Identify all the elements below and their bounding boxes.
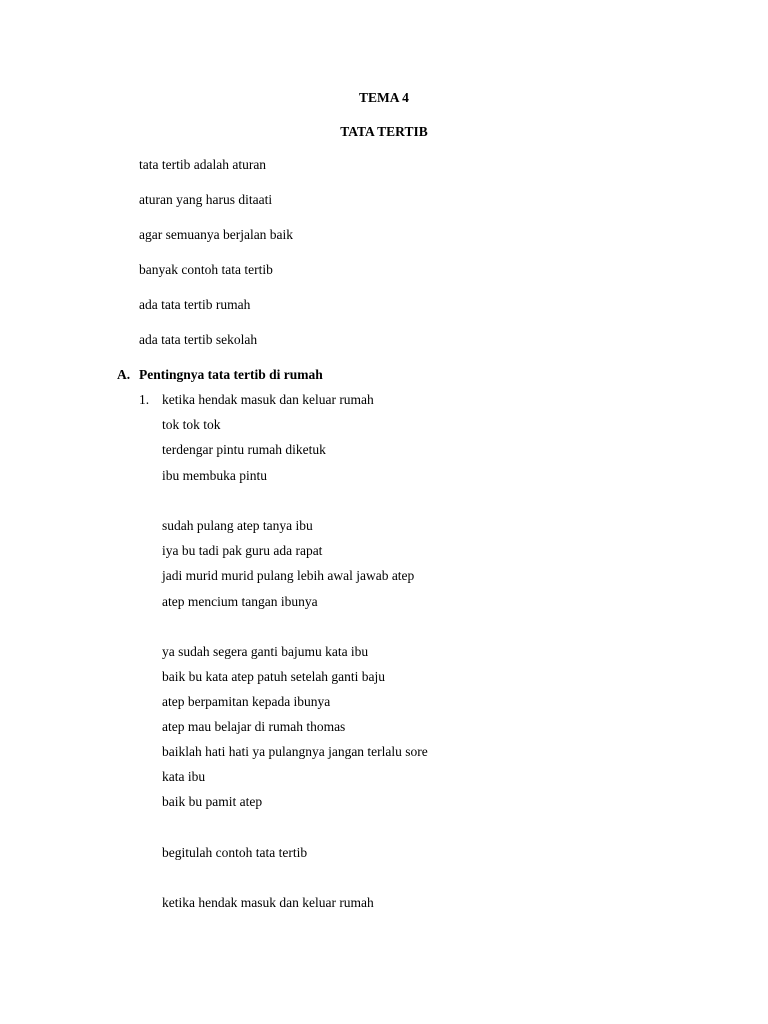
intro-line: ada tata tertib rumah	[139, 297, 251, 312]
intro-line: ada tata tertib sekolah	[139, 332, 258, 347]
intro-line: banyak contoh tata tertib	[139, 262, 273, 277]
dialogue-line: terdengar pintu rumah diketuk	[162, 442, 326, 457]
dialogue-line: kata ibu	[162, 769, 206, 784]
intro-line: agar semuanya berjalan baik	[139, 227, 294, 242]
dialogue-line: atep mencium tangan ibunya	[162, 594, 318, 609]
closing-line: ketika hendak masuk dan keluar rumah	[162, 895, 374, 910]
list-item-text: ketika hendak masuk dan keluar rumah	[162, 392, 374, 407]
section-a-heading: Pentingnya tata tertib di rumah	[139, 367, 323, 382]
document-title-tema: TEMA 4	[359, 90, 409, 105]
dialogue-line: baik bu pamit atep	[162, 794, 263, 809]
dialogue-line: baiklah hati hati ya pulangnya jangan terlalu sore	[162, 744, 428, 759]
section-a-marker: A.	[117, 367, 131, 382]
dialogue-line: ibu membuka pintu	[162, 468, 267, 483]
intro-line: tata tertib adalah aturan	[139, 157, 267, 172]
list-item-number: 1.	[139, 392, 150, 407]
closing-line: begitulah contoh tata tertib	[162, 845, 308, 860]
dialogue-line: atep mau belajar di rumah thomas	[162, 719, 346, 734]
dialogue-line: atep berpamitan kepada ibunya	[162, 694, 331, 709]
intro-line: aturan yang harus ditaati	[139, 192, 273, 207]
dialogue-line: tok tok tok	[162, 417, 221, 432]
dialogue-line: iya bu tadi pak guru ada rapat	[162, 543, 323, 558]
dialogue-line: baik bu kata atep patuh setelah ganti baju	[162, 669, 386, 684]
dialogue-line: jadi murid murid pulang lebih awal jawab atep	[162, 568, 415, 583]
dialogue-line: sudah pulang atep tanya ibu	[162, 518, 313, 533]
document-title-tata-tertib: TATA TERTIB	[340, 124, 428, 139]
dialogue-line: ya sudah segera ganti bajumu kata ibu	[162, 644, 369, 659]
